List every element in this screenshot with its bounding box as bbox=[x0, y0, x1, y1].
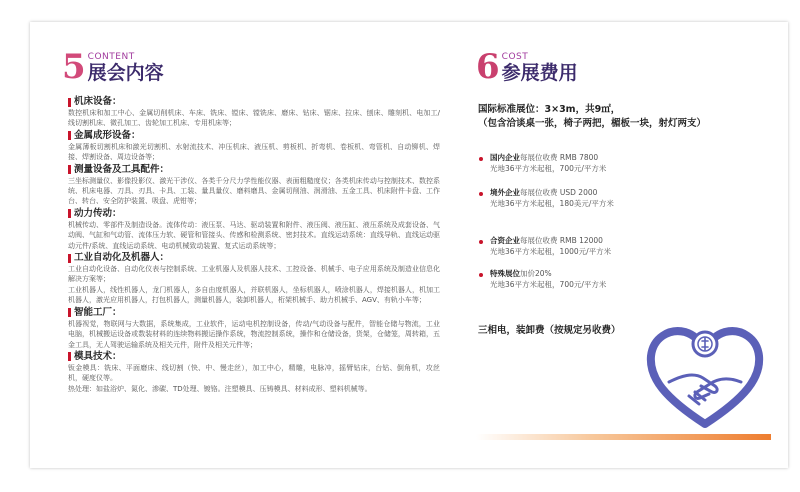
section-title: 展会内容 bbox=[87, 62, 164, 84]
category bbox=[68, 351, 440, 394]
bullet-bar-icon bbox=[68, 254, 71, 263]
category-title: 工业自动化及机器人： bbox=[74, 252, 170, 264]
bullet-dot-icon bbox=[479, 157, 483, 161]
decorative-gradient-bar bbox=[476, 434, 771, 440]
fee-item bbox=[478, 235, 611, 257]
fee-name: 特殊展位 bbox=[490, 269, 520, 278]
category bbox=[68, 307, 440, 350]
section-en-label: CONTENT bbox=[87, 52, 135, 62]
category-title: 机床设备： bbox=[74, 96, 122, 107]
category-text: 金属薄板切割机床和激光切割机、水射流技术、冲压机床、液压机、剪板机、折弯机、卷板机、弯管机、自动铆机、焊接、焊割设备、周边设备等； bbox=[68, 142, 440, 162]
fee-price: 加价20% bbox=[520, 269, 552, 278]
category-text: 三坐标测量仪、影像投影仪、激光干涉仪、各类千分尺力学性能仪器、表面粗糙度仪；各类机床传动与控制技术、数控系统、机床电器、刀具、刃具、卡具、工装、量具量仪、磨料磨具、金属切削油、润滑油、五金工具、机床附件卡盘、工作台、转台、安全防护装置、吸盘、虎钳等； bbox=[68, 176, 440, 206]
fee-name: 合资企业 bbox=[490, 236, 520, 245]
category-text: 机械传动、零部件及制造设备。流体传动：液压泵、马达、驱动装置和附件、液压阀、液压缸、液压系统及成套设备、气动阀、气缸和气动管、流体压力软、硬管和管接头、传感和检测系统、密封技术。直线运动系统：直线导轨、直线运动驱动元件/系统、直线运动系统、电动机械致动装置、复式运动系统等； bbox=[68, 220, 440, 250]
fee-price: 每展位收费 RMB 7800 bbox=[520, 153, 599, 162]
category-title: 智能工厂： bbox=[74, 306, 122, 318]
category bbox=[68, 96, 440, 129]
heart-handshake-coin-icon bbox=[645, 320, 765, 430]
category-title: 动力传动： bbox=[74, 207, 122, 219]
category bbox=[68, 130, 440, 163]
bullet-bar-icon bbox=[68, 308, 71, 317]
fee-price: 每展位收费 RMB 12000 bbox=[520, 236, 603, 245]
section-header-cost bbox=[476, 47, 578, 87]
electric-note: 三相电，装卸费（按规定另收费） bbox=[478, 325, 621, 336]
category-title: 金属成形设备： bbox=[74, 129, 141, 141]
fee-detail: 光地36平方米起租，700元/平方米 bbox=[490, 280, 607, 289]
fee-detail: 光地36平方米起租，1000元/平方米 bbox=[490, 247, 612, 256]
exhibit-content-list bbox=[68, 96, 440, 395]
section-number: 5 bbox=[62, 47, 86, 87]
section-header-content bbox=[62, 47, 164, 87]
category-text: 钣金模具：铣床、平面磨床、线切割（快、中、慢走丝），加工中心，精雕，电脉冲，摇臂钻床，台钻、倒角机，攻丝机，硬度仪等。 热处理：如盐浴炉、氮化、渗碳、TD处理、镀铬。注塑模具、压铸模具、材料成形、塑料机械等。 bbox=[68, 363, 440, 393]
standard-booth-line1: 国际标准展位：3×3m，共9㎡， bbox=[478, 104, 621, 115]
fee-name: 境外企业 bbox=[490, 188, 520, 197]
section-title: 参展费用 bbox=[501, 62, 578, 84]
category-text: 工业自动化设备、自动化仪表与控制系统、工业机器人及机器人技术、工控设备、机械手、电子应用系统及制造业信息化解决方案等； 工业机器人，线性机器人，龙门机器人，多自由度机器人，并联机器人，坐标机器人，喷涂机器人，焊接机器人，机加工机器人，激光应用机器人，打包机器人，测量机器人，装卸机器人，桁架机械手、助力机械手、AGV、有轨小车等； bbox=[68, 265, 440, 305]
category-text: 数控机床和加工中心、金属切削机床、车床、铣床、镗床、镗铣床、磨床、钻床、锯床、拉床、刨床、雕刻机、电加工/线切割机床、微孔加工、齿轮加工机床、专用机床等； bbox=[68, 109, 440, 128]
fee-detail: 光地36平方米起租，180美元/平方米 bbox=[490, 199, 614, 208]
fee-name: 国内企业 bbox=[490, 153, 520, 162]
fee-item bbox=[478, 152, 606, 174]
standard-booth-line2: （包含洽谈桌一张，椅子两把，楣板一块，射灯两支） bbox=[478, 118, 707, 129]
category bbox=[68, 164, 440, 207]
category bbox=[68, 208, 440, 251]
section-en-label: COST bbox=[501, 52, 529, 62]
section-number: 6 bbox=[476, 47, 500, 87]
bullet-bar-icon bbox=[68, 165, 71, 174]
bullet-dot-icon bbox=[479, 240, 483, 244]
bullet-bar-icon bbox=[68, 131, 71, 140]
bullet-dot-icon bbox=[479, 273, 483, 277]
bullet-dot-icon bbox=[479, 192, 483, 196]
category-title: 测量设备及工具配件： bbox=[74, 163, 170, 175]
fee-item bbox=[478, 187, 614, 209]
bullet-bar-icon bbox=[68, 98, 71, 107]
category-title: 模具技术： bbox=[74, 350, 122, 362]
bullet-bar-icon bbox=[68, 352, 71, 361]
fee-detail: 光地36平方米起租，700元/平方米 bbox=[490, 164, 607, 173]
fee-item bbox=[478, 268, 606, 290]
category bbox=[68, 252, 440, 306]
fee-price: 每展位收费 USD 2000 bbox=[520, 188, 598, 197]
standard-booth-info bbox=[478, 103, 778, 131]
category-text: 机器视觉，物联网与大数据，系统集成，工业软件，运动电机控制设备，传动/气动设备与配件，智能仓储与物流，工业电脑，机械搬运设备或数装材料的连续物料搬运操作系统，物流控制系统，操作和仓储设备，货架，仓储笼，周转箱，五金工具，无人驾驶运输系统及相关元件，附件及相关元件等； bbox=[68, 319, 440, 349]
bullet-bar-icon bbox=[68, 209, 71, 218]
